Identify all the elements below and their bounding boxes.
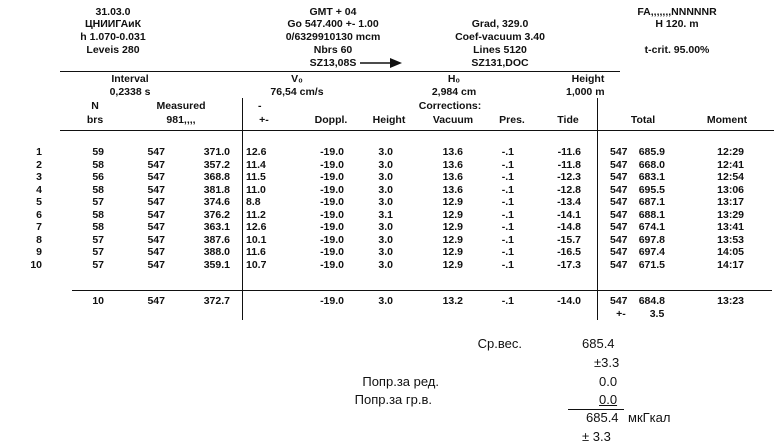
- row-7-height: 3.0: [378, 221, 393, 233]
- summary-divider: [72, 290, 772, 291]
- summary-total-int: 547: [610, 295, 628, 307]
- row-7-doppl: -19.0: [320, 221, 344, 233]
- row-6-total-frac: 688.1: [638, 208, 665, 221]
- row-4-brs: 58: [92, 183, 104, 196]
- row-3-tide: -12.3: [557, 171, 581, 183]
- row-1-brs: 59: [92, 146, 104, 158]
- row-8-pres: -.1: [501, 233, 514, 246]
- summary-vacuum: 13.2: [442, 295, 463, 307]
- row-6-tide: -14.1: [557, 208, 581, 221]
- row-4-moment: 13:06: [717, 183, 744, 196]
- row-9-tide: -16.5: [557, 246, 581, 258]
- summary-doppl: -19.0: [320, 295, 344, 307]
- row-7-correction-pm: 12.6: [246, 221, 267, 233]
- row-6-measured-int: 547: [147, 208, 165, 221]
- summary-measured-int: 547: [147, 295, 165, 307]
- row-9-doppl: -19.0: [320, 246, 344, 258]
- corr-red-label: Попр.за ред.: [362, 374, 439, 389]
- row-6-vacuum: 12.9: [442, 208, 463, 221]
- row-8-n: 8: [36, 233, 42, 246]
- row-5-n: 5: [36, 196, 42, 208]
- row-9-height: 3.0: [378, 246, 393, 258]
- row-7-moment: 13:41: [717, 221, 744, 233]
- corrections-header: Corrections:: [418, 100, 482, 112]
- row-4-height: 3.0: [378, 183, 393, 196]
- row-10-correction-pm: 10.7: [246, 258, 267, 271]
- row-5-correction-pm: 8.8: [246, 196, 261, 208]
- row-10-pres: -.1: [501, 258, 514, 271]
- row-8-doppl: -19.0: [320, 233, 344, 246]
- row-7-n: 7: [36, 221, 42, 233]
- row-4-measured-frac: 381.8: [203, 183, 230, 196]
- row-2-vacuum: 13.6: [442, 158, 463, 171]
- row-1-correction-pm: 12.6: [246, 146, 267, 158]
- row-6-correction-pm: 11.2: [246, 208, 266, 221]
- row-9-measured-frac: 388.0: [203, 246, 230, 258]
- row-1-total-int: 547: [610, 146, 628, 158]
- row-10-n: 10: [30, 258, 42, 271]
- row-8-brs: 57: [92, 233, 104, 246]
- row-1-vacuum: 13.6: [442, 146, 463, 158]
- row-6-brs: 58: [92, 208, 104, 221]
- col-981-header: 981,,,,: [166, 114, 196, 126]
- row-1-n: 1: [36, 146, 42, 158]
- row-10-tide: -17.3: [557, 258, 581, 271]
- header-divider: [60, 71, 620, 72]
- row-9-moment: 14:05: [717, 246, 744, 258]
- row-10-height: 3.0: [378, 258, 393, 271]
- row-2-measured-int: 547: [147, 158, 165, 171]
- grad: Grad, 329.0: [471, 18, 529, 30]
- row-1-tide: -11.6: [557, 146, 581, 158]
- row-2-height: 3.0: [378, 158, 393, 171]
- nbrs: Nbrs 60: [313, 44, 353, 56]
- row-6-n: 6: [36, 208, 42, 221]
- row-6-pres: -.1: [501, 208, 514, 221]
- row-9-measured-int: 547: [147, 246, 165, 258]
- gmt-offset: GMT + 04: [309, 6, 357, 18]
- row-2-moment: 12:41: [717, 158, 744, 171]
- row-7-measured-int: 547: [147, 221, 165, 233]
- row-9-total-frac: 697.4: [638, 246, 665, 258]
- row-2-measured-frac: 357.2: [203, 158, 230, 171]
- row-10-total-int: 547: [610, 258, 628, 271]
- mcm-value: 0/6329910130 mcm: [285, 31, 381, 43]
- col-doppl-header: Doppl.: [314, 114, 348, 126]
- row-4-total-frac: 695.5: [638, 183, 665, 196]
- row-3-measured-frac: 368.8: [203, 171, 230, 183]
- row-4-vacuum: 13.6: [442, 183, 463, 196]
- row-5-vacuum: 12.9: [442, 196, 463, 208]
- row-7-total-int: 547: [610, 221, 628, 233]
- row-10-total-frac: 671.5: [638, 258, 665, 271]
- row-8-measured-int: 547: [147, 233, 165, 246]
- row-3-doppl: -19.0: [320, 171, 344, 183]
- h120: H 120. m: [655, 18, 699, 30]
- summary-tide: -14.0: [557, 295, 581, 307]
- row-1-pres: -.1: [501, 146, 514, 158]
- row-2-total-frac: 668.0: [638, 158, 665, 171]
- h-parameter: h 1.070-0.031: [80, 31, 146, 43]
- summary-total-frac: 684.8: [638, 295, 665, 307]
- row-2-n: 2: [36, 158, 42, 171]
- row-6-doppl: -19.0: [320, 208, 344, 221]
- col-tide-header: Tide: [557, 114, 579, 126]
- avg-value: 685.4: [582, 336, 615, 351]
- h0-label: H₀: [447, 73, 461, 85]
- interval-value: 0,2338 s: [109, 86, 151, 98]
- row-7-total-frac: 674.1: [638, 221, 665, 233]
- row-4-doppl: -19.0: [320, 183, 344, 196]
- row-10-brs: 57: [92, 258, 104, 271]
- corr-red-value: 0.0: [599, 374, 618, 389]
- row-4-total-int: 547: [610, 183, 628, 196]
- row-1-moment: 12:29: [717, 146, 744, 158]
- h0-value: 2,984 cm: [431, 86, 477, 98]
- avg-label: Ср.вес.: [477, 336, 522, 351]
- row-10-measured-int: 547: [147, 258, 165, 271]
- summary-pm: +-: [616, 308, 626, 320]
- col-pres-header: Pres.: [499, 114, 525, 126]
- col-height-header: Height: [372, 114, 406, 126]
- organization: ЦНИИГАиК: [84, 18, 142, 30]
- summary-measured-frac: 372.7: [203, 295, 230, 307]
- row-1-doppl: -19.0: [320, 146, 344, 158]
- row-6-height: 3.1: [378, 208, 393, 221]
- col-total-header: Total: [630, 114, 656, 126]
- lines: Lines 5120: [473, 44, 527, 56]
- avg-error: ±3.3: [594, 355, 620, 370]
- summary-height: 3.0: [378, 295, 393, 307]
- row-8-correction-pm: 10.1: [246, 233, 267, 246]
- go-value: Go 547.400 +- 1.00: [287, 18, 379, 30]
- row-9-pres: -.1: [501, 246, 514, 258]
- row-7-pres: -.1: [501, 221, 514, 233]
- v0-value: 76,54 cm/s: [270, 86, 324, 98]
- row-9-brs: 57: [92, 246, 104, 258]
- row-1-total-frac: 685.9: [638, 146, 665, 158]
- row-5-total-int: 547: [610, 196, 628, 208]
- row-3-pres: -.1: [501, 171, 514, 183]
- row-3-measured-int: 547: [147, 171, 165, 183]
- row-2-pres: -.1: [501, 158, 514, 171]
- row-9-correction-pm: 11.6: [246, 246, 266, 258]
- row-4-correction-pm: 11.0: [246, 183, 266, 196]
- row-3-total-int: 547: [610, 171, 628, 183]
- row-3-moment: 12:54: [717, 171, 744, 183]
- row-4-n: 4: [36, 183, 42, 196]
- vertical-rule-left: [242, 98, 243, 320]
- col-pm-header: +-: [259, 114, 269, 126]
- row-2-tide: -11.8: [557, 158, 581, 171]
- row-8-measured-frac: 387.6: [203, 233, 230, 246]
- row-2-brs: 58: [92, 158, 104, 171]
- row-8-tide: -15.7: [557, 233, 581, 246]
- corr-grav-value: 0.0: [599, 392, 618, 407]
- row-10-vacuum: 12.9: [442, 258, 463, 271]
- row-1-measured-int: 547: [147, 146, 165, 158]
- row-5-brs: 57: [92, 196, 104, 208]
- row-1-height: 3.0: [378, 146, 393, 158]
- row-5-tide: -13.4: [557, 196, 581, 208]
- result-value: 685.4: [586, 410, 619, 425]
- row-5-height: 3.0: [378, 196, 393, 208]
- col-dash-header: -: [258, 100, 262, 112]
- row-9-vacuum: 12.9: [442, 246, 463, 258]
- row-5-measured-int: 547: [147, 196, 165, 208]
- result-error: ± 3.3: [582, 429, 611, 444]
- row-3-brs: 56: [92, 171, 104, 183]
- coef-vacuum: Coef-vacuum 3.40: [455, 31, 545, 43]
- row-10-moment: 14:17: [717, 258, 744, 271]
- row-7-measured-frac: 363.1: [203, 221, 230, 233]
- row-4-pres: -.1: [501, 183, 514, 196]
- row-8-total-int: 547: [610, 233, 628, 246]
- row-4-tide: -12.8: [557, 183, 581, 196]
- arrow-right-icon: [358, 57, 404, 69]
- row-3-n: 3: [36, 171, 42, 183]
- row-8-total-frac: 697.8: [638, 233, 665, 246]
- row-8-moment: 13:53: [717, 233, 744, 246]
- v0-label: V₀: [291, 73, 303, 85]
- t-crit: t-crit. 95.00%: [644, 44, 710, 56]
- row-5-moment: 13:17: [717, 196, 744, 208]
- row-3-height: 3.0: [378, 171, 393, 183]
- row-7-tide: -14.8: [557, 221, 581, 233]
- summary-error: 3.5: [649, 308, 665, 320]
- row-9-n: 9: [36, 246, 42, 258]
- summary-moment: 13:23: [717, 295, 744, 307]
- summary-pres: -.1: [501, 295, 514, 307]
- col-n-header: N: [91, 100, 99, 112]
- row-7-vacuum: 12.9: [442, 221, 463, 233]
- vertical-rule-right: [597, 98, 598, 320]
- row-6-moment: 13:29: [717, 208, 744, 221]
- col-moment-header: Moment: [706, 114, 748, 126]
- row-2-total-int: 547: [610, 158, 628, 171]
- file-sz131: SZ131,DOC: [471, 57, 529, 69]
- file-sz13: SZ13,08S: [309, 57, 357, 69]
- row-5-doppl: -19.0: [320, 196, 344, 208]
- row-10-measured-frac: 359.1: [203, 258, 230, 271]
- row-8-height: 3.0: [378, 233, 393, 246]
- table-header-divider: [60, 130, 774, 131]
- height-value: 1,000 m: [566, 86, 605, 98]
- col-brs-header: brs: [86, 114, 104, 126]
- row-6-measured-frac: 376.2: [203, 208, 230, 221]
- col-vacuum-header: Vacuum: [432, 114, 474, 126]
- row-5-measured-frac: 374.6: [203, 196, 230, 208]
- row-10-doppl: -19.0: [320, 258, 344, 271]
- row-3-vacuum: 13.6: [442, 171, 463, 183]
- row-1-measured-frac: 371.0: [203, 146, 230, 158]
- row-2-doppl: -19.0: [320, 158, 344, 171]
- result-unit: мкГкал: [628, 410, 671, 425]
- height-label: Height: [571, 73, 605, 85]
- row-2-correction-pm: 11.4: [246, 158, 266, 171]
- row-6-total-int: 547: [610, 208, 628, 221]
- fa-code: FA,,,,,,,NNNNNR: [637, 6, 717, 18]
- date: 31.03.0: [95, 6, 131, 18]
- row-3-total-frac: 683.1: [638, 171, 665, 183]
- row-5-pres: -.1: [501, 196, 514, 208]
- interval-label: Interval: [111, 73, 149, 85]
- row-7-brs: 58: [92, 221, 104, 233]
- row-5-total-frac: 687.1: [638, 196, 665, 208]
- row-8-vacuum: 12.9: [442, 233, 463, 246]
- row-9-total-int: 547: [610, 246, 628, 258]
- corr-grav-label: Попр.за гр.в.: [354, 392, 432, 407]
- col-measured-header: Measured: [156, 100, 206, 112]
- row-3-correction-pm: 11.5: [246, 171, 266, 183]
- row-4-measured-int: 547: [147, 183, 165, 196]
- levels: Leveis 280: [86, 44, 140, 56]
- summary-count: 10: [92, 295, 104, 307]
